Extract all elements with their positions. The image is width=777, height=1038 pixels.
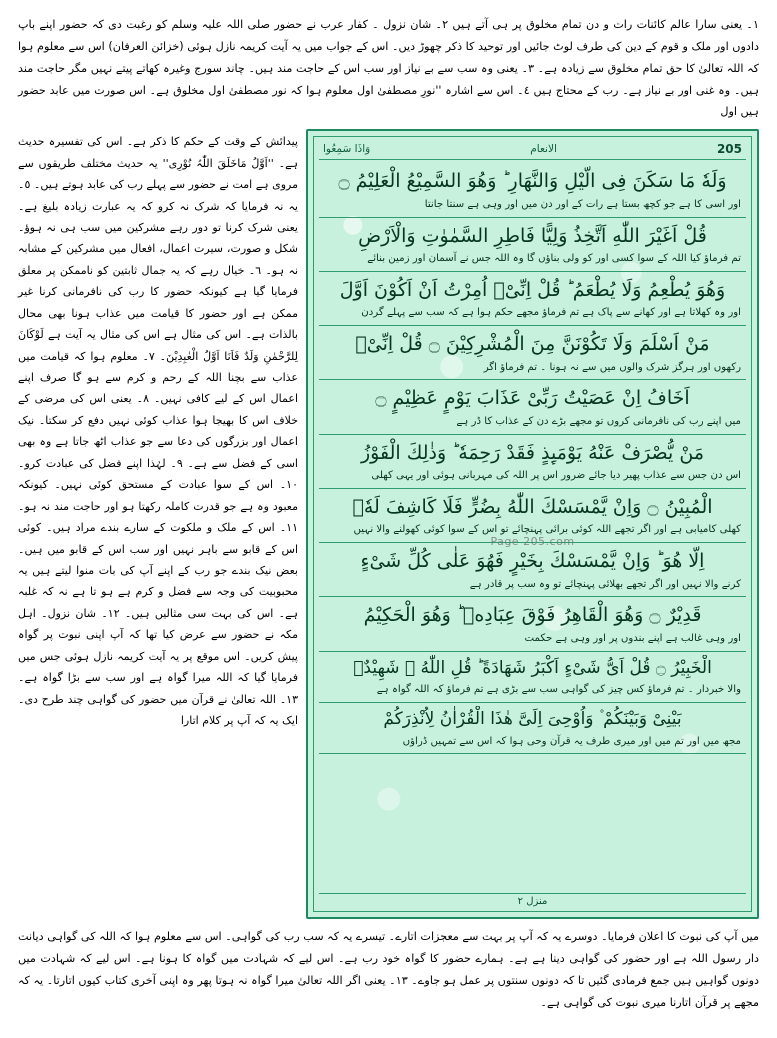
ayah-block — [319, 597, 746, 651]
main-content-row — [18, 129, 759, 919]
ayah-arabic: قُلْ اَغَيْرَ اللّٰهِ اَتَّخِذُ وَلِيًّا فَاطِرِ السَّمٰوٰتِ وَالْاَرْضِ — [358, 224, 707, 247]
ayah-arabic: مَنْ يُّصْرَفْ عَنْهُ يَوْمَىِٕذٍ فَقَدْ رَحِمَهٗ ؕ وَذٰلِكَ الْفَوْزُ — [360, 441, 704, 464]
page-number: 205 — [716, 142, 742, 157]
ayah-block — [319, 163, 746, 217]
ayah-translation: اور وہی غالب ہے اپنے بندوں پر اور وہی ہے حکمت — [524, 632, 741, 644]
ayah-translation: کھلی کامیابی ہے اور اگر تجھے اللہ کوئی برائی پہنچائے تو اس کے سوا کوئی کھولنے والا نہیں — [353, 524, 741, 536]
ayah-arabic: مَنْ اَسْلَمَ وَلَا تَكُوْنَنَّ مِنَ الْمُشْرِكِيْنَ ۝ قُلْ اِنِّىْۤ — [355, 333, 710, 356]
ayah-arabic: وَهُوَ يُطْعِمُ وَلَا يُطْعَمُ ؕ قُلْ اِنِّىْۤ اُمِرْتُ اَنْ اَكُوْنَ اَوَّلَ — [339, 278, 726, 301]
ayah-translation: تم فرماؤ کیا اللہ کے سوا کسی اور کو ولی بناؤں گا وہ اللہ جس نے آسمان اور زمین بنائے — [367, 253, 741, 264]
ayah-translation: کرنے والا نہیں اور اگر تجھے بھلائی پہنچائے تو وہ سب پر قادر ہے — [469, 578, 741, 590]
ayah-block — [319, 326, 746, 380]
juz-marker: وَاذَا سَمِعُوا — [323, 143, 371, 156]
bottom-commentary-text: میں آپ کی نبوت کا اعلان فرمایا۔ دوسرے یہ کہ آپ پر بہت سے معجزات اتارے۔ تیسرے یہ کہ سب رب کی گواہی۔ اس سے معلوم ہوا کہ اللہ کی گواہی دیانت دار رسول اللہ ہے اور حضور کی گواہی دینا ہے ہے۔ ہمارے حضور کا گواہ خود رب ہے۔ اس لیے کہ شہادت میں گواہ کا ہونا ہے۔ اس لیے کہ شہادت میں دونوں گواہیں ہیں جمع فرمادی گئیں تا کہ دونوں سنتوں پر عمل ہو جاوے۔ ١٣۔ یعنی اگر اللہ تعالیٰ میرا گواہ نہ ہوتا پھر وہ اپنی آخری کتاب کیوں اتارتا۔ یہ کہ مجھے پر قرآن اتارنا میری نبوت کی گواہی ہے۔ — [18, 930, 759, 1009]
ayah-translation: رکھوں اور ہرگز شرک والوں میں سے نہ ہونا ۔ تم فرماؤ اگر — [483, 361, 741, 373]
ayah-arabic: الْخَبِيْرُ ۝ قُلْ اَىُّ شَىْءٍ اَكْبَرُ شَهَادَةً ؕ قُلِ اللّٰهُ ۙ شَهِيْدٌۢ — [353, 657, 712, 678]
surah-name: الانعام — [530, 143, 557, 156]
ayah-translation: اس دن جس سے عذاب پھیر دیا جائے ضرور اس پر اللہ کی مہربانی ہوئی اور یہی کھلی — [371, 470, 741, 482]
ayah-arabic: الْمُبِيْنُ ۝ وَاِنْ يَّمْسَسْكَ اللّٰهُ بِضُرٍّ فَلَا كَاشِفَ لَهٗۤ — [352, 495, 713, 518]
ayah-arabic: اِلَّا هُوَ ؕ وَاِنْ يَّمْسَسْكَ بِخَيْرٍ فَهُوَ عَلٰى كُلِّ شَىْءٍ — [360, 550, 705, 573]
ayah-block — [319, 218, 746, 272]
ayah-arabic: قَدِيْرٌ ۝ وَهُوَ الْقَاهِرُ فَوْقَ عِبَادِهٖ ؕ وَهُوَ الْحَكِيْمُ — [363, 604, 702, 627]
quran-panel-inner — [313, 136, 752, 912]
ayah-translation: اور وہ کھلاتا ہے اور کھانے سے پاک ہے تم فرماؤ مجھے حکم ہوا ہے کہ سب سے پہلے گردن — [361, 307, 741, 319]
ayah-translation: مجھ میں اور تم میں اور میری طرف یہ قرآن وحی ہوا کہ اس سے تمہیں ڈراؤں — [402, 735, 741, 747]
ayah-block — [319, 652, 746, 703]
top-commentary-text: ١۔ یعنی سارا عالم کائنات رات و دن تمام مخلوق پر ہی آتے ہیں ٢۔ شان نزول ۔ کفار عرب نے حضور صلی اللہ علیہ وسلم کو رغبت دی کہ حضور اپنے باپ دادوں اور ملک و قوم کے دین کی طرف لوٹ جائیں اور توحید کا ذکر چھوڑ دیں۔ اس کے جواب میں یہ آیت کریمہ نازل ہوئی (خزائن العرفان) اس سے معلوم ہوا کہ اللہ تعالیٰ کا حق تمام مخلوق سے زیادہ ہے۔ ٣۔ یعنی وہ سب سے بے نیاز اور سب اس کے حاجت مند ہیں۔ چاند سورج وغیرہ کھاتے پیتے نہیں مگر حاجت مند ہیں۔ وہ غنی اور بے نیاز ہے۔ رب کے محتاج ہیں ٤۔ اس سے اشارہ ''نورِ مصطفیٰ اول معلوم ہوا کہ نور مصطفیٰ اول مخلوق ہے۔ اس صورت میں عابد حضور ہیں اول — [18, 18, 759, 119]
ayah-block — [319, 435, 746, 489]
ayah-block — [319, 543, 746, 597]
ayah-block — [319, 272, 746, 326]
quran-text-panel — [306, 129, 759, 919]
ayah-translation: والا خبردار ۔ تم فرماؤ کس چیز کی گواہی سب سے بڑی ہے تم فرماؤ کہ اللہ گواہ ہے — [376, 684, 741, 696]
ayah-translation: اور اسی کا ہے جو کچھ بستا ہے رات کے اور دن میں اور وہی ہے سنتا جانتا — [424, 198, 741, 210]
panel-header — [319, 141, 746, 160]
ayah-translation: میں اپنے رب کی نافرمانی کروں تو مجھے بڑے دن کے عذاب کا ڈر ہے — [456, 415, 741, 427]
ayah-block — [319, 489, 746, 543]
side-commentary-text: پیدائش کے وقت کے حکم کا ذکر ہے۔ اس کی تفسیرہ حدیث ہے۔ ''اَوَّلُ مَاخَلَقَ اللّٰہُ نُوْرِی'' یہ حدیث مختلف طریقوں سے مروی ہے امت نے حضور سے پہلے رب کی عابد ہوتے ہیں۔ ٥۔ یہ نہ فرمایا کہ شرک نہ کرو کہ یہ عبارت زیادہ بلیغ ہے۔ یعنی شرک کرنا تو دور رہے مشرکین میں سب ہی نہ ہوؤ۔ شکل و صورت، سیرت اعمال، افعال میں مشرکین کے مشابہ نہ ہو۔ ٦۔ خیال رہے کہ یہ جمال ثابتین کو ناممکن پر معلق فرمایا گیا ہے کیونکہ حضور کا رب کی نافرمانی کرنا غیر ممکن ہے اور حضور کا قیامت میں عذاب ہونا بھی محال بالذات ہے۔ اس کی مثال ہے اس کی مثال یہ آیت ہے لَوْکَانَ لِلرَّحْمٰنِ وَلَدٌ فَاَنَا اَوَّلُ الْعٰبِدِیْنَ۔ ٧۔ معلوم ہوا کہ قیامت میں عذاب سے بچنا اللہ کے رحم و کرم سے ہو گا صرف اپنے اعمال اس کے لیے کافی نہیں۔ ٨۔ یعنی اس کی مرضی کے خلاف اس کا بھیجا ہوا عذاب کوئی نہیں دفع کر سکتا۔ نیک اعمال اور بزرگوں کی دعا سے جو عذاب اٹھ جاتا ہے وہ بھی اسی کے فضل سے ہے۔ ٩۔ لہٰذا اپنے فضل کی عبادت کرو۔ ١٠۔ اس کے سوا عبادت کے مستحق کوئی نہیں۔ کیونکہ معبود وہ ہے جو قدرت کاملہ رکھتا ہو اور حاجت مند نہ ہو۔ ١١۔ اس کے ملک و ملکوت کے سارے بندے مراد ہیں۔ کوئی اس کے قابو سے باہر نہیں اور سب اس کے قابو میں ہیں۔ بعض نیک بندے جو رب کے اپنے آپ کی بات منوا لیتے ہیں یہ محبوبیت کی وجہ سے فضل و کرم ہے ہو تا ہے نہ کہ غلبہ ہے۔ اس کی بہت سی مثالیں ہیں۔ ١٢۔ شان نزول۔ اہل مکہ نے حضور سے عرض کیا تھا کہ آپ اپنی نبوت پر گواہ پیش کریں۔ اس موقع پر یہ آیت کریمہ نازل ہوئی جس میں فرمایا گیا کہ اللہ میرا گواہ ہے اور سب سے بڑا گواہ ہے۔ ١٣۔ اللہ تعالیٰ نے قرآن میں حضور کی گواہی چند طرح دی۔ ایک یہ کہ آپ پر کلام اتارا — [18, 135, 299, 728]
manzil-marker: منزل ٢ — [319, 893, 746, 907]
watermark-text: Page 205.com — [490, 535, 575, 549]
ayah-arabic: بَيْنِىْ وَبَيْنَكُمْ ۫ وَاُوْحِىَ اِلَىَّ هٰذَا الْقُرْاٰنُ لِاُنْذِرَكُمْ — [383, 709, 682, 730]
ayah-arabic: وَلَهٗ مَا سَكَنَ فِى الَّيْلِ وَالنَّهَارِ ؕ وَهُوَ السَّمِيْعُ الْعَلِيْمُ ۝ — [338, 170, 727, 193]
ayah-block — [319, 380, 746, 434]
ayah-block — [319, 703, 746, 754]
ayah-arabic: اَخَافُ اِنْ عَصَيْتُ رَبِّىْ عَذَابَ يَوْمٍ عَظِيْمٍ ۝ — [375, 387, 690, 410]
